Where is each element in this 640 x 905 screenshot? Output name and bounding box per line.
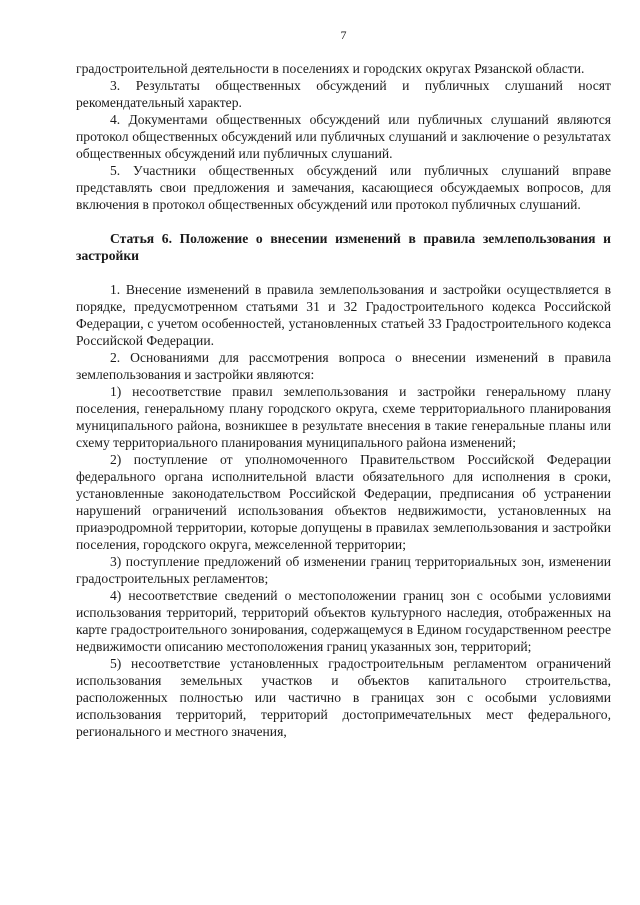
paragraph: 1. Внесение изменений в правила землепользования и застройки осуществляется в порядке, предусмотренном статьями 31 и 32 Градостроительного кодекса Российской Федерации, с учетом особенностей, установленных статьей 33 Градостроительного кодекса Российской Федерации. xyxy=(76,282,611,348)
paragraph: 2. Основаниями для рассмотрения вопроса о внесении изменений в правила землепользования и застройки являются: xyxy=(76,350,611,382)
paragraph: 4. Документами общественных обсуждений или публичных слушаний являются протокол общественных обсуждений или публичных слушаний и заключение о результатах общественных обсуждений или публичных слушаний. xyxy=(76,112,611,161)
list-item: 1) несоответствие правил землепользования и застройки генеральному плану поселения, генеральному плану городского округа, схеме территориального планирования муниципального района, возникшее в результате внесения в такие генеральные планы или схему территориального планирования муниципального района изменений; xyxy=(76,384,611,450)
list-item: 2) поступление от уполномоченного Правительством Российской Федерации федерального органа исполнительной власти обязательного для исполнения в сроки, установленные законодательством Российской Федерации, предписания об устранении нарушений ограничений использования объектов недвижимости, установленных на приаэродромной территории, которые допущены в правилах землепользования и застройки поселения, городского округа, межселенной территории; xyxy=(76,452,611,552)
paragraph: 5. Участники общественных обсуждений или публичных слушаний вправе представлять свои предложения и замечания, касающиеся обсуждаемых вопросов, для включения в протокол общественных обсуждений или протокол публичных слушаний. xyxy=(76,163,611,212)
paragraph: градостроительной деятельности в поселениях и городских округах Рязанской области. xyxy=(76,61,585,76)
document-body xyxy=(76,60,611,740)
list-item: 3) поступление предложений об изменении границ территориальных зон, изменении градостроительных регламентов; xyxy=(76,554,611,586)
list-item: 4) несоответствие сведений о местоположении границ зон с особыми условиями использования территорий, территорий объектов культурного наследия, отображенных на карте градостроительного зонирования, содержащемуся в Едином государственном реестре недвижимости описанию местоположения границ указанных зон, территорий; xyxy=(76,588,611,654)
paragraph: 3. Результаты общественных обсуждений и публичных слушаний носят рекомендательный характер. xyxy=(76,78,611,110)
page-number: 7 xyxy=(340,28,347,42)
article-heading: Статья 6. Положение о внесении изменений в правила землепользования и застройки xyxy=(76,231,611,263)
list-item: 5) несоответствие установленных градостроительным регламентом ограничений использования земельных участков и объектов капитального строительства, расположенных полностью или частично в границах зон с особыми условиями использования территорий, территорий достопримечательных мест федерального, регионального и местного значения, xyxy=(76,656,611,739)
